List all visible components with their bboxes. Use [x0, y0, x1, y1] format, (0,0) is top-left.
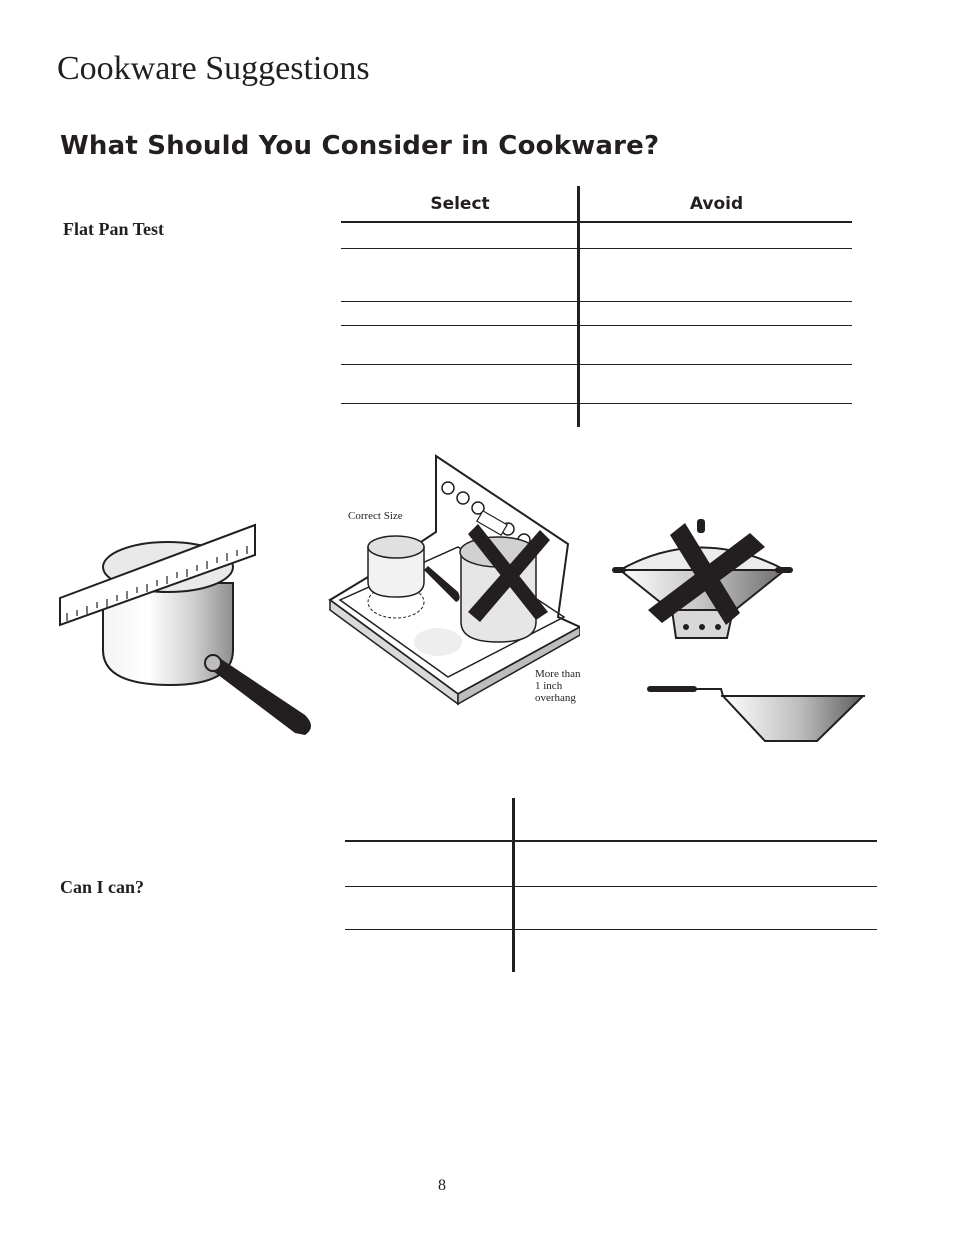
section-heading: What Should You Consider in Cookware?	[60, 131, 660, 161]
overhang-label	[535, 668, 581, 704]
table-column-divider	[512, 798, 515, 972]
overhang-label-line: More than	[535, 668, 581, 680]
overhang-label-line: overhang	[535, 692, 576, 704]
page-title: Cookware Suggestions	[57, 50, 370, 87]
table-row	[345, 886, 877, 887]
rounded-pan-avoid-illustration	[645, 683, 867, 748]
table-row	[341, 403, 852, 404]
select-column-header: Select	[430, 194, 490, 214]
wok-avoid-illustration	[610, 515, 795, 645]
table-row	[341, 248, 852, 249]
overhang-label-line: 1 inch	[535, 680, 563, 692]
flat-pan-ruler-illustration	[55, 515, 320, 745]
table-row	[341, 301, 852, 302]
avoid-column-header: Avoid	[689, 194, 744, 214]
table-row	[341, 364, 852, 365]
table-header-rule	[345, 840, 877, 842]
table-row	[345, 929, 877, 930]
flat-pan-test-label: Flat Pan Test	[63, 219, 165, 239]
correct-size-label: Correct Size	[348, 510, 403, 522]
table-header-rule	[341, 221, 852, 223]
can-i-can-label: Can I can?	[60, 877, 145, 897]
table-row	[341, 325, 852, 326]
page-number: 8	[438, 1177, 446, 1194]
